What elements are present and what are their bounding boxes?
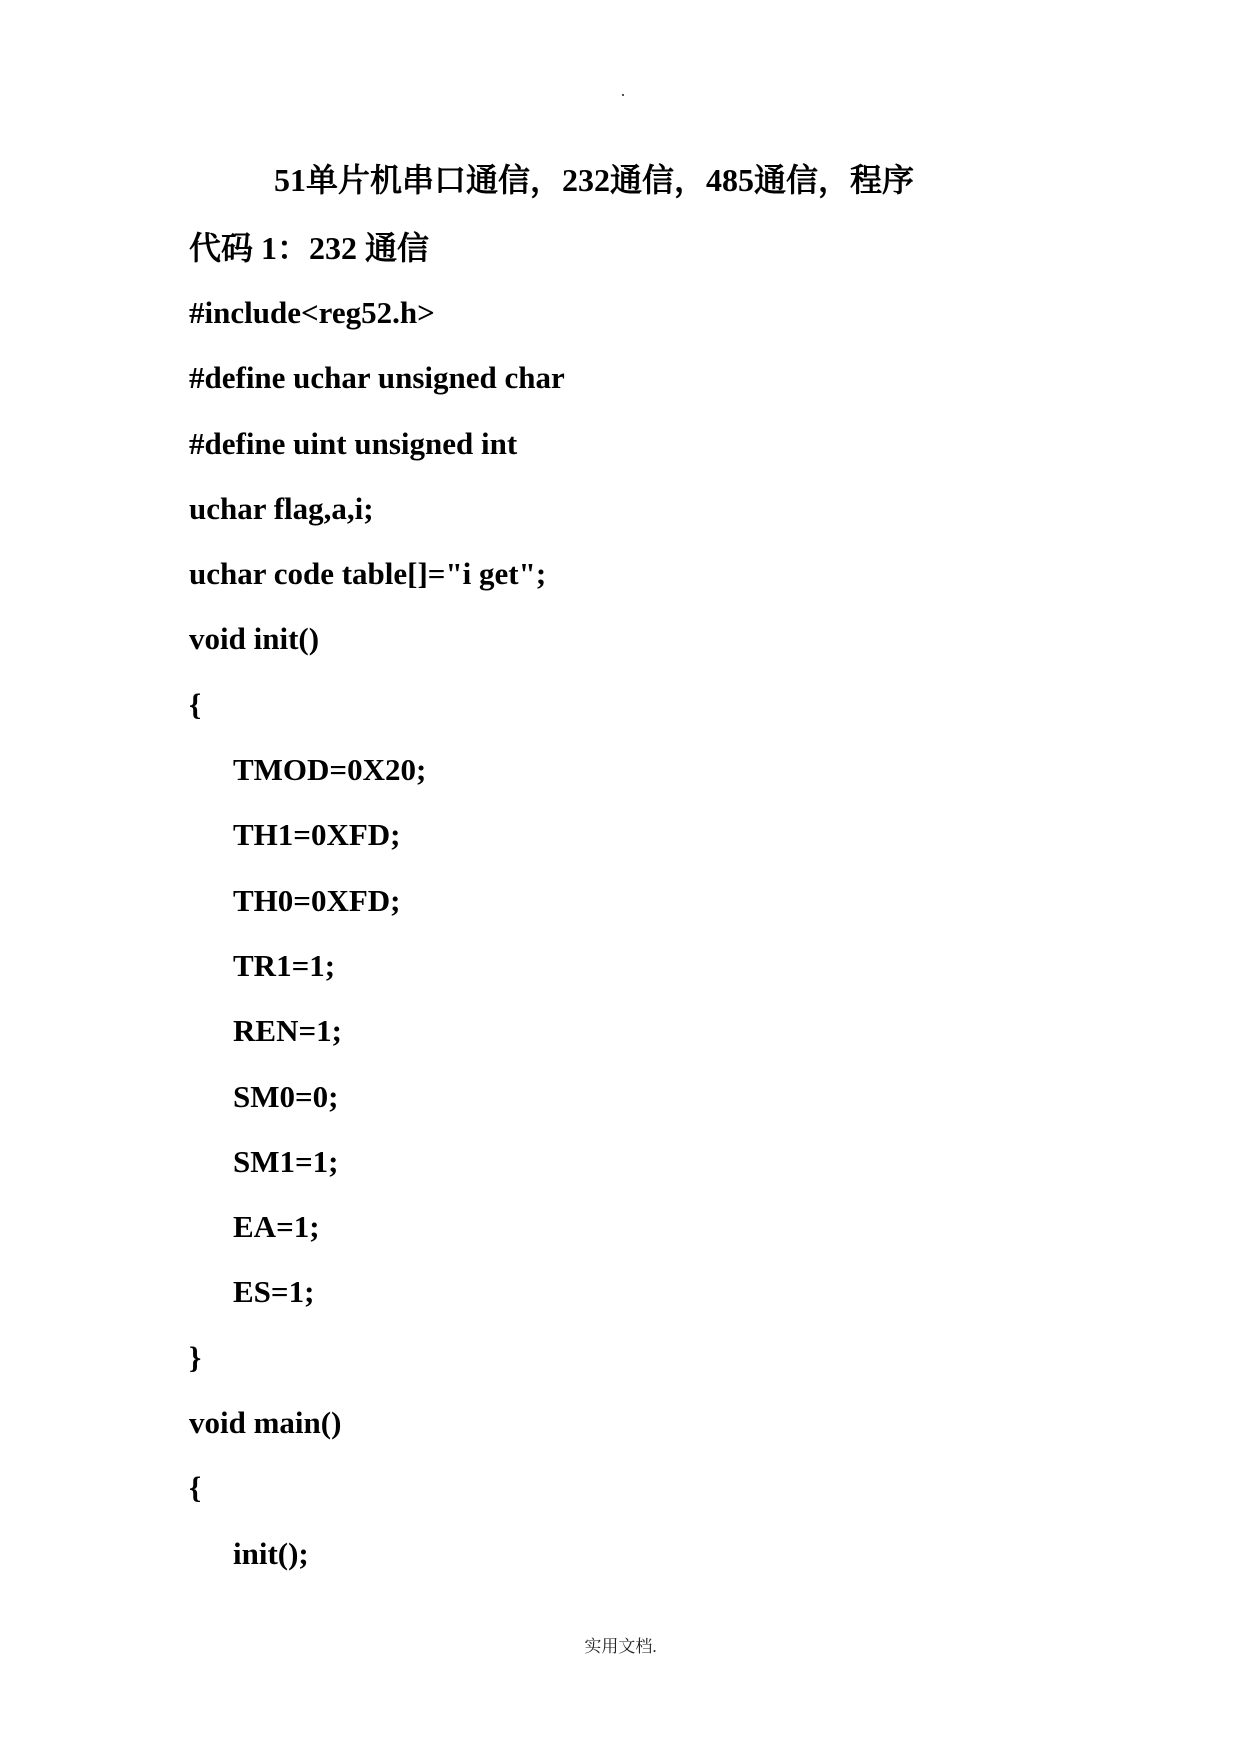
document-title: 51单片机串口通信，232通信，485通信，程序 [274, 162, 915, 198]
code-line: ES=1; [233, 1274, 315, 1310]
code-line: TMOD=0X20; [233, 752, 427, 788]
header-mark [622, 94, 624, 96]
code-line: TH1=0XFD; [233, 817, 401, 853]
code-line: { [189, 686, 202, 722]
page-footer: 实用文档. [584, 1637, 657, 1656]
section-heading: 代码 1：232 通信 [189, 230, 430, 266]
code-block [189, 293, 565, 1599]
code-line: { [189, 1470, 202, 1506]
code-line: TH0=0XFD; [233, 882, 401, 918]
code-line: EA=1; [233, 1209, 320, 1245]
code-line: } [189, 1339, 202, 1375]
code-line: REN=1; [233, 1013, 342, 1049]
code-line: #define uchar unsigned char [189, 360, 565, 396]
code-line: #define uint unsigned int [189, 425, 518, 461]
code-line: SM0=0; [233, 1078, 339, 1114]
code-line: TR1=1; [233, 947, 336, 983]
code-line: init(); [233, 1535, 309, 1571]
code-line: uchar code table[]="i get"; [189, 556, 547, 592]
code-line: #include<reg52.h> [189, 295, 435, 330]
code-line: uchar flag,a,i; [189, 490, 374, 526]
code-line: void main() [189, 1405, 342, 1441]
code-line: void init() [189, 621, 320, 657]
code-line: SM1=1; [233, 1143, 339, 1179]
